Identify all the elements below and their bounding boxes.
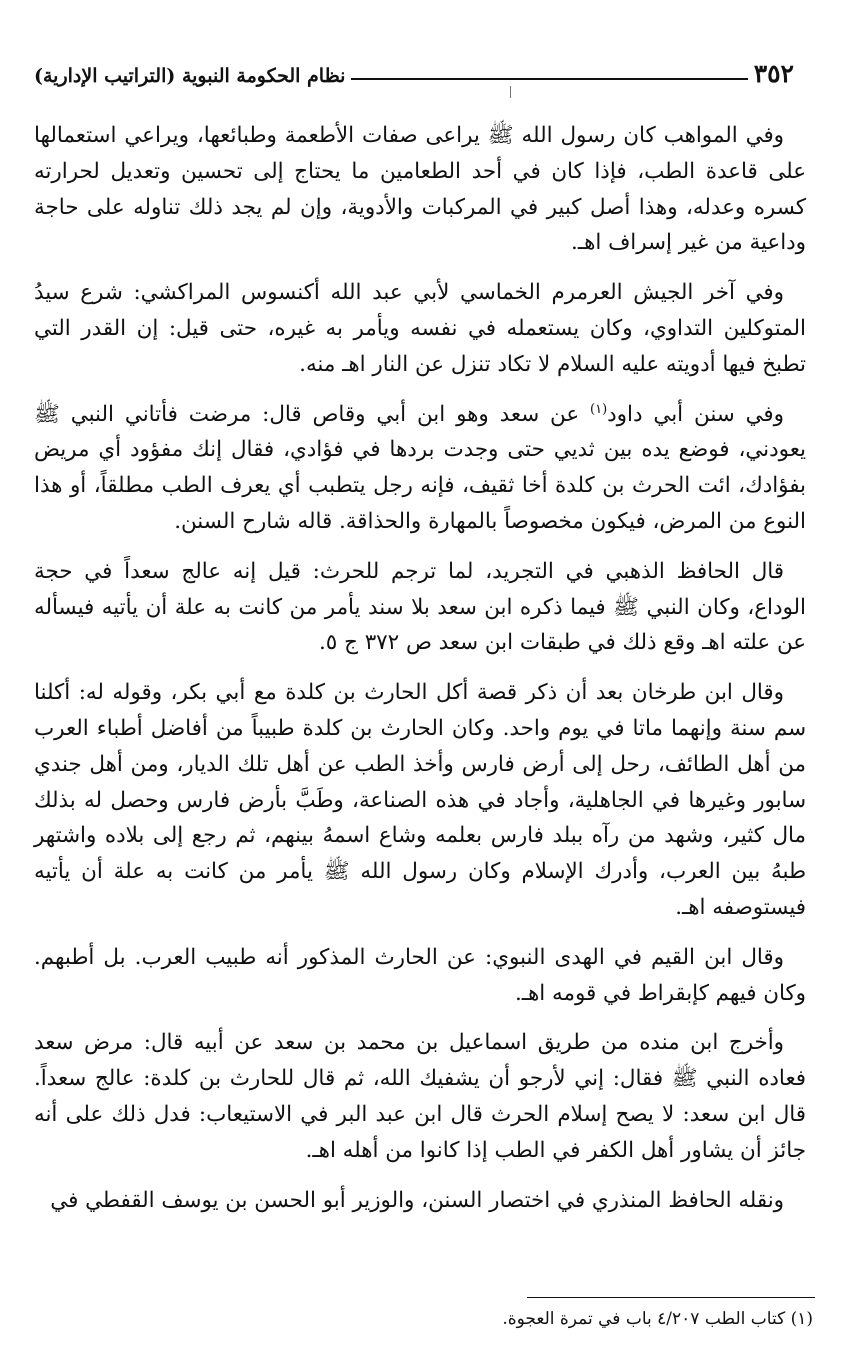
- page-number: ٣٥٢: [753, 59, 794, 88]
- paragraph-4: قال الحافظ الذهبي في التجريد، لما ترجم للحرث: قيل إنه عالج سعداً في حجة الوداع، وكان النبي ﷺ فيما ذكره ابن سعد بلا سند يأمر من كانت به علة أن يأتيه فيسأله عن علته اهـ وقع ذلك في طبقات ابن سعد ص ٣٧٢ ج ٥.: [34, 558, 806, 656]
- running-head: [34, 52, 794, 86]
- stray-mark: [510, 86, 511, 98]
- paragraph-8: ونقله الحافظ المنذري في اختصار السنن، والوزير أبو الحسن بن يوسف القفطي في: [50, 1187, 784, 1213]
- header-rule: [351, 78, 747, 80]
- footnote-marker: (١): [590, 401, 608, 417]
- paragraph-2: وفي آخر الجيش العرمرم الخماسي لأبي عبد الله أكنسوس المراكشي: شرع سيدُ المتوكلين التداوي، وكان يستعمله في نفسه ويأمر به غيره، حتى قيل: إن القدر التي تطبخ فيها أدويته عليه السلام لا تكاد تنزل عن النار اهـ منه.: [34, 280, 806, 377]
- footnote: (١) كتاب الطب ٤/٢٠٧ باب في تمرة العجوة.: [502, 1309, 813, 1329]
- paragraph-5: وقال ابن طرخان بعد أن ذكر قصة أكل الحارث بن كلدة مع أبي بكر، وقوله له: أكلنا سم سنة وإنهما ماتا في يوم واحد. وكان الحارث بن كلدة طبيباً من أفاضل أطباء العرب من أهل الطائف، رحل إلى أرض فارس وأخذ الطب عن أهل تلك الديار، ومن أهل جندي سابور وغيرها في الجاهلية، وأجاد في هذه الصناعة، وطَبَّ بأرض فارس وحصل له بذلك مال كثير، وشهد من رآه ببلد فارس بعلمه وشاع اسمهُ بينهم، ثم رجع إلى بلاده واشتهر طبهُ بين العرب، وأدرك الإسلام وكان رسول الله ﷺ يأمر من كانت به علة أن يأتيه فيستوصفه اهـ.: [34, 680, 806, 920]
- book-title: نظام الحكومة النبوية (التراتيب الإدارية): [34, 65, 346, 87]
- footnote-rule: [527, 1297, 815, 1298]
- paragraph-3-lead: وفي سنن أبي داود: [607, 401, 784, 427]
- paragraph-7: وأخرج ابن منده من طريق اسماعيل بن محمد بن سعد عن أبيه قال: مرض سعد فعاده النبي ﷺ فقال: إني لأرجو أن يشفيك الله، ثم قال للحارث بن كلدة: عالج سعداً. قال ابن سعد: لا يصح إسلام الحرث قال ابن عبد البر في الاستيعاب: فدل ذلك على أنه جائز أن يشاور أهل الكفر في الطب إذا كانوا من أهله اهـ.: [34, 1030, 806, 1163]
- paragraph-6: وقال ابن القيم في الهدى النبوي: عن الحارث المذكور أنه طبيب العرب. بل أطبهم. وكان فيهم كإبقراط في قومه اهـ.: [34, 944, 806, 1006]
- body-text: [34, 118, 806, 1232]
- paragraph-3: [34, 397, 806, 540]
- paragraph-1: وفي المواهب كان رسول الله ﷺ يراعى صفات الأطعمة وطبائعها، ويراعي استعمالها على قاعدة الطب، فإذا كان في أحد الطعامين ما يحتاج إلى تحسين وتعديل لحرارته كسره وعدله، وهذا أصل كبير في المركبات والأدوية، وإن لم يجد ذلك تناوله على حاجة وداعية من غير إسراف اهـ.: [34, 123, 806, 256]
- paragraph-3-body: عن سعد وهو ابن أبي وقاص قال: مرضت فأتاني النبي ﷺ يعودني، فوضع يده بين ثديي حتى وجدت بردها في فؤادي، فقال إنك مفؤود أي مريض بفؤادك، ائت الحرث بن كلدة أخا ثقيف، فإنه رجل يتطبب أي يعرف الطب مطلقاً، أو هذا النوع من المرض، فيكون مخصوصاً بالمهارة والحذاقة. قاله شارح السنن.: [34, 401, 806, 534]
